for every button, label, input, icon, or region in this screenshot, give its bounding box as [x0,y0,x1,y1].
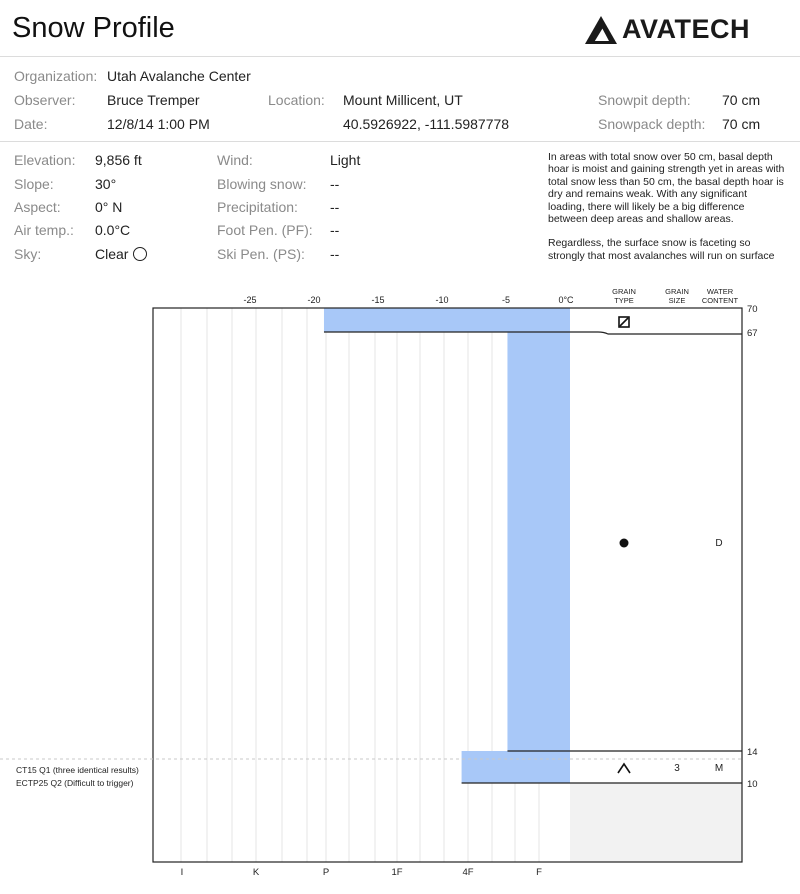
snowpit-depth-value: 70 cm [722,92,761,108]
aspect-label: Aspect: [14,199,61,215]
elevation-label: Elevation: [14,152,76,168]
precipitation-label: Precipitation: [217,199,298,215]
depth-hoar-icon [618,764,630,773]
grain-size-value: 3 [674,763,680,774]
wind-value: Light [330,152,361,168]
wind-label: Wind: [217,152,253,168]
location-value: Mount Millicent, UT [343,92,463,108]
temperature-tick-label: -15 [371,295,385,305]
info-divider [0,141,800,142]
blowing-snow-label: Blowing snow: [217,176,307,192]
column-header-label: SIZE [668,296,686,305]
stability-test-label: CT15 Q1 (three identical results) [16,765,139,775]
logo-text: AVATECH [622,14,750,44]
hardness-tick-label: F [536,867,542,878]
observer-label: Observer: [14,92,76,108]
stability-test-label: ECTP25 Q2 (Difficult to trigger) [16,778,134,788]
hardness-tick-label: P [322,867,330,878]
snow-profile-chart [0,280,800,889]
slope-label: Slope: [14,176,54,192]
round-grains-icon [620,539,629,548]
foot-pen-label: Foot Pen. (PF): [217,222,313,238]
location-label: Location: [268,92,325,108]
hardness-tick-label: I [180,867,184,878]
temperature-tick-label: 0°C [558,295,574,305]
depth-boundary-label: 67 [747,328,758,339]
depth-boundary-label: 10 [747,779,758,790]
blowing-snow-value: -- [330,176,340,192]
hardness-tick-label: K [252,867,260,878]
elevation-value: 9,856 ft [95,152,142,168]
snow-profile-svg [0,280,800,889]
foot-pen-value: -- [330,222,340,238]
page-title: Snow Profile [12,12,175,44]
temperature-tick-label: -10 [435,295,449,305]
snowpit-depth-label: Snowpit depth: [598,92,691,108]
slope-value: 30° [95,176,117,192]
column-header-label: GRAIN [665,287,689,296]
plot-border [153,308,742,862]
depth-boundary-label: 14 [747,747,758,758]
column-header-label: TYPE [614,296,634,305]
layer-hardness-bar [507,332,570,751]
depth-boundary-label: 70 [747,304,758,315]
profile-notes [548,151,786,272]
air-temp-value: 0.0°C [95,222,131,238]
date-label: Date: [14,116,48,132]
temperature-tick-label: -25 [243,295,257,305]
sky-value: Clear [95,246,129,262]
ski-pen-value: -- [330,246,340,262]
sky-value-wrap [95,246,147,262]
temperature-tick-label: -5 [501,295,511,305]
organization-label: Organization: [14,68,98,84]
column-header-label: WATER [706,287,734,296]
ski-pen-label: Ski Pen. (PS): [217,246,305,262]
aspect-value: 0° N [95,199,123,215]
avatech-logo [584,14,750,45]
notes-paragraph-1: In areas with total snow over 50 cm, basal depth hoar is moist and gaining strength yet in areas with total snow less than 50 cm, the basal depth hoar is dry and remains weak. With any significant loading, there will likely be a big difference between deep areas and shallow areas. [548,151,785,226]
water-content-value: M [714,763,724,774]
header-divider [0,56,800,57]
column-header-label: GRAIN [612,287,636,296]
water-content-value: D [715,538,723,549]
column-header-label: CONTENT [701,296,739,305]
date-value: 12/8/14 1:00 PM [107,116,210,132]
clear-sky-icon [133,247,147,261]
mixed-forms-slash [620,318,628,326]
snowpack-depth-value: 70 cm [722,116,761,132]
ground-area [570,783,742,862]
snowpack-depth-label: Snowpack depth: [598,116,706,132]
layer-hardness-bar [324,308,570,332]
hardness-tick-label: 1F [391,867,403,878]
coordinates-value: 40.5926922, -111.5987778 [343,116,510,132]
air-temp-label: Air temp.: [14,222,74,238]
hardness-tick-label: 4F [462,867,474,878]
observer-value: Bruce Tremper [107,92,200,108]
temperature-tick-label: -20 [307,295,321,305]
avatech-logo-icon [584,15,618,45]
sky-label: Sky: [14,246,42,262]
layer-hardness-bar [462,751,570,783]
organization-value: Utah Avalanche Center [107,68,251,84]
precipitation-value: -- [330,199,340,215]
notes-paragraph-2: Regardless, the surface snow is faceting so strongly that most avalanches will run on surface [548,237,775,262]
